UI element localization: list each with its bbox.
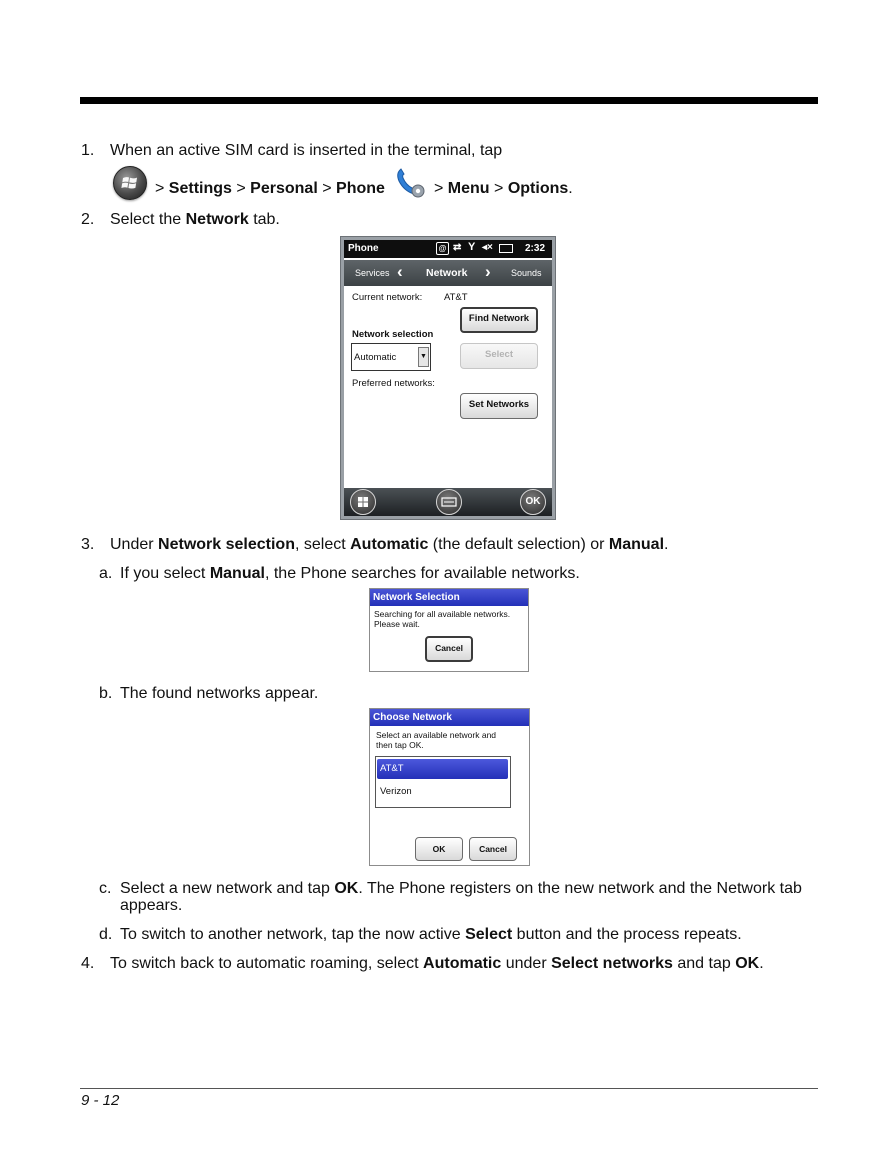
dropdown-value: Automatic: [354, 352, 397, 363]
dialog-line-1: Select an available network and: [376, 730, 497, 740]
speaker-mute-icon: ◂×: [482, 242, 493, 253]
phone-screen: [344, 240, 552, 516]
dialog-line-2: Please wait.: [374, 619, 420, 629]
step-2-text: Select the Network tab.: [110, 211, 280, 228]
start-button-icon[interactable]: [350, 489, 376, 515]
select-button[interactable]: Select: [460, 343, 538, 369]
tab-services[interactable]: Services: [355, 268, 390, 278]
phone-settings-icon[interactable]: [390, 162, 430, 202]
current-network-label: Current network:: [352, 292, 423, 303]
settings-label: Settings: [168, 180, 232, 197]
network-selection-dropdown[interactable]: [351, 343, 431, 371]
sync-icon: ⇄: [453, 242, 462, 253]
header-rule: [80, 97, 818, 104]
step-3a-text: If you select Manual, the Phone searches for available networks.: [120, 565, 580, 582]
status-bar: [344, 240, 552, 258]
step-4-number: 4.: [81, 955, 95, 972]
footer-rule: [80, 1088, 818, 1089]
step-3b-letter: b.: [99, 685, 113, 702]
cancel-button[interactable]: Cancel: [425, 636, 473, 662]
network-option-verizon[interactable]: Verizon: [380, 786, 412, 797]
tab-network[interactable]: Network: [426, 267, 468, 279]
dialog-line-2: then tap OK.: [376, 740, 424, 750]
current-network-value: AT&T: [444, 292, 468, 303]
tab-bar: [344, 260, 552, 286]
signal-icon: Y: [468, 241, 476, 253]
step-3-number: 3.: [81, 536, 95, 553]
step-3c-letter: c.: [99, 880, 112, 897]
step-4-text: To switch back to automatic roaming, select Automatic under Select networks and tap OK.: [110, 955, 764, 972]
step-3-text: Under Network selection, select Automatic (the default selection) or Manual.: [110, 536, 669, 553]
keyboard-icon[interactable]: [436, 489, 462, 515]
preferred-networks-label: Preferred networks:: [352, 378, 435, 389]
page-number: 9 - 12: [81, 1092, 120, 1109]
step-3c-text: Select a new network and tap OK. The Phone registers on the new network and the Network tab: [120, 880, 802, 897]
step-3c-text-line-2: appears.: [120, 897, 183, 914]
step-1-text: When an active SIM card is inserted in the terminal, tap: [110, 142, 503, 159]
dialog-title: Choose Network: [370, 709, 529, 726]
chevron-right-icon[interactable]: ›: [485, 262, 491, 281]
options-label: Options: [507, 180, 569, 197]
network-selection-dialog: [369, 588, 529, 672]
menu-label: Menu: [447, 180, 490, 197]
phone-network-screenshot: [340, 236, 556, 520]
keyboard-at-icon: @: [436, 242, 449, 255]
step-1-number: 1.: [81, 142, 95, 159]
step-1-nav-path: > Settings > Personal > Phone: [155, 180, 385, 197]
step-3b-text: The found networks appear.: [120, 685, 319, 702]
step-1-nav-path-2: > Menu > Options.: [434, 180, 573, 197]
cancel-button[interactable]: Cancel: [469, 837, 517, 861]
phone-label: Phone: [336, 180, 385, 197]
dialog-title: Network Selection: [370, 589, 528, 606]
tab-sounds[interactable]: Sounds: [511, 268, 542, 278]
network-option-att[interactable]: AT&T: [377, 759, 508, 779]
windows-start-icon[interactable]: [113, 166, 147, 200]
step-3a-letter: a.: [99, 565, 113, 582]
step-2-number: 2.: [81, 211, 95, 228]
step-3d-letter: d.: [99, 926, 113, 943]
ok-button[interactable]: OK: [415, 837, 463, 861]
dialog-line-1: Searching for all available networks.: [374, 609, 511, 619]
dropdown-arrow-icon[interactable]: ▼: [418, 347, 429, 367]
network-list: [375, 756, 511, 808]
choose-network-dialog: [369, 708, 530, 866]
step-3d-text: To switch to another network, tap the now active Select button and the process repeats.: [120, 926, 742, 943]
bottom-bar: [344, 488, 552, 516]
chevron-left-icon[interactable]: ‹: [397, 262, 403, 281]
ok-button[interactable]: OK: [520, 489, 546, 515]
personal-label: Personal: [250, 180, 318, 197]
status-time: 2:32: [525, 243, 546, 254]
set-networks-button[interactable]: Set Networks: [460, 393, 538, 419]
find-network-button[interactable]: Find Network: [460, 307, 538, 333]
status-title: Phone: [348, 243, 379, 254]
battery-icon: [499, 244, 513, 253]
network-selection-label: Network selection: [352, 329, 434, 340]
